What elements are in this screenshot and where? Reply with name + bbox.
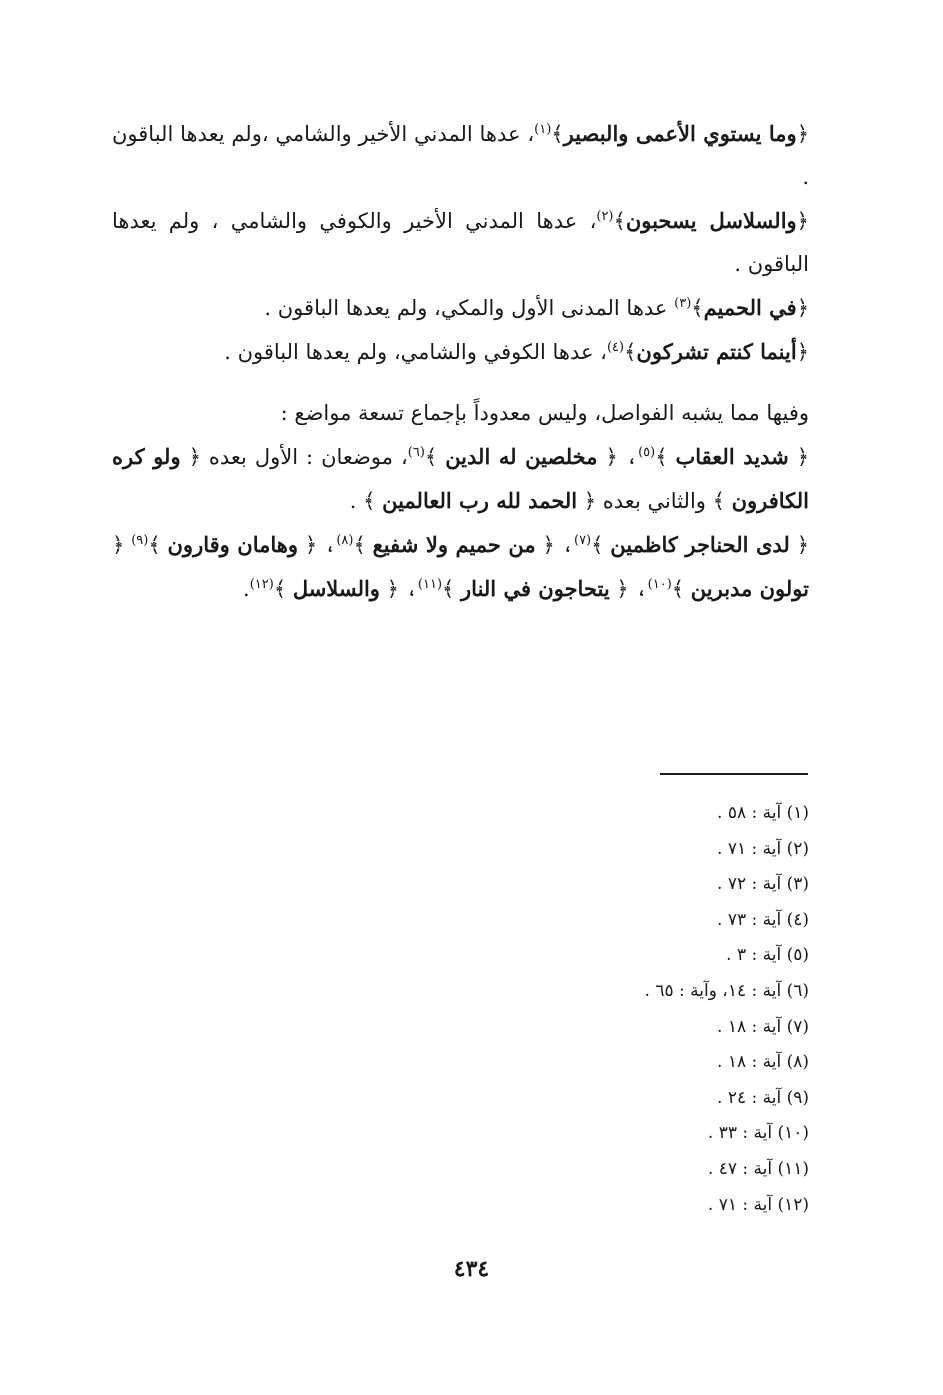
quran-quote: ﴿ مخلصين له الدين ﴾ — [424, 444, 618, 469]
footnote: (١) آية : ٥٨ . — [717, 803, 809, 823]
paragraph-4 — [112, 330, 809, 374]
footnote-ref: (١٢) — [249, 577, 274, 592]
footnote: (٣) آية : ٧٢ . — [717, 874, 809, 895]
footnote: (٨) آية : ١٨ . — [717, 1052, 809, 1073]
quran-quote: ﴿ لدى الحناجر كاظمين ﴾ — [591, 532, 809, 557]
quran-quote: ﴿ ولو كره الكافرون ﴾ — [112, 444, 809, 513]
paragraph-2 — [112, 199, 809, 286]
quran-quote: ﴿ وهامان وقارون ﴾ — [148, 532, 318, 557]
paragraph-5: وفيها مما يشبه الفواصل، وليس معدوداً بإجماع تسعة مواضع : — [280, 401, 809, 425]
quran-quote: ﴿ من حميم ولا شفيع ﴾ — [353, 532, 555, 557]
footnote: (٥) آية : ٣ . — [726, 945, 809, 966]
footnotes-list — [409, 796, 809, 1223]
paragraph-text: والثاني بعده — [596, 489, 713, 513]
footnote: (٩) آية : ٢٤ . — [717, 1087, 809, 1108]
quran-quote: ﴿ شديد العقاب ﴾ — [655, 444, 810, 469]
footnote-ref: (١١) — [417, 577, 443, 592]
footnote-ref: (١٠) — [647, 577, 672, 592]
footnote-ref: (٥) — [638, 445, 656, 460]
footnote-ref: (٦) — [407, 445, 425, 460]
paragraph-text: ، عدها المدني الأخير والشامي ،ولم يعدها الباقون . — [112, 122, 809, 189]
footnote-ref: (٢) — [596, 209, 614, 224]
footnote: (٢) آية : ٧١ . — [717, 838, 809, 859]
footnote-divider — [660, 773, 808, 775]
footnote: (٧) آية : ١٨ . — [717, 1016, 809, 1037]
quran-quote: ﴿ الحمد لله رب العالمين ﴾ — [363, 488, 597, 513]
quran-quote: ﴿في الحميم﴾ — [691, 295, 809, 320]
footnote-ref: (٤) — [606, 340, 625, 355]
footnote: (٤) آية : ٧٣ . — [717, 909, 809, 930]
quran-quote: ﴿والسلاسل يسحبون﴾ — [613, 208, 809, 233]
footnote: (٦) آية : ١٤، وآية : ٦٥ . — [644, 980, 809, 1001]
paragraph-text: ، عدها المدني الأخير والكوفي والشامي ، ولم يعدها الباقون . — [112, 209, 809, 276]
paragraph-3 — [112, 286, 809, 330]
main-text — [112, 112, 809, 611]
paragraph-7: ﴿ لدى الحناجر كاظمين ﴾$^{(٧)}$، ﴿ من حميم ولا شفيع ﴾$^{(٨)}$، ﴿ وهامان وقارون ﴾$^{(٩)}$ ﴿ تولون مدبرين ﴾$^{(١٠)}$، ﴿ يتحاجون في النار ﴾$^{(١١)}$، ﴿ والسلاسل ﴾$^{(١٢)}$. — [112, 532, 809, 601]
footnote: (١٠) آية : ٣٣ . — [707, 1123, 809, 1144]
quran-quote: ﴿ يتحاجون في النار ﴾ — [442, 576, 629, 601]
quran-quote: ﴿ تولون مدبرين ﴾ — [112, 533, 809, 601]
footnote-ref: (٨) — [336, 533, 354, 548]
paragraph-text: ، عدها الكوفي والشامي، ولم يعدها الباقون . — [224, 340, 607, 364]
quran-quote: ﴿وما يستوي الأعمى والبصير﴾ — [551, 121, 809, 146]
paragraph-6: ﴿ شديد العقاب ﴾$^{(٥)}$، ﴿ مخلصين له الدين ﴾$^{(٦)}$، موضعان : الأول بعده ﴿ ولو كره الكافرون ﴾ والثاني بعده ﴿ الحمد لله رب العالمين ﴾ . — [112, 444, 810, 513]
footnote-ref: (٩) — [131, 533, 149, 548]
page-number: ٤٣٤ — [453, 1256, 490, 1282]
footnote: (١١) آية : ٤٧ . — [707, 1158, 809, 1179]
footnote-ref: (٣) — [674, 296, 692, 311]
footnote-ref: (٧) — [573, 533, 592, 548]
paragraph-text: عدها المدنى الأول والمكي، ولم يعدها الباقون . — [264, 296, 675, 320]
paragraph-1 — [112, 112, 809, 199]
footnote-ref: (١) — [534, 122, 552, 137]
quran-quote: ﴿ والسلاسل ﴾ — [273, 576, 399, 601]
paragraph-text: ، موضعان : الأول بعده — [200, 445, 408, 469]
quran-quote: ﴿أينما كنتم تشركون﴾ — [624, 339, 809, 364]
footnote: (١٢) آية : ٧١ . — [707, 1194, 809, 1215]
